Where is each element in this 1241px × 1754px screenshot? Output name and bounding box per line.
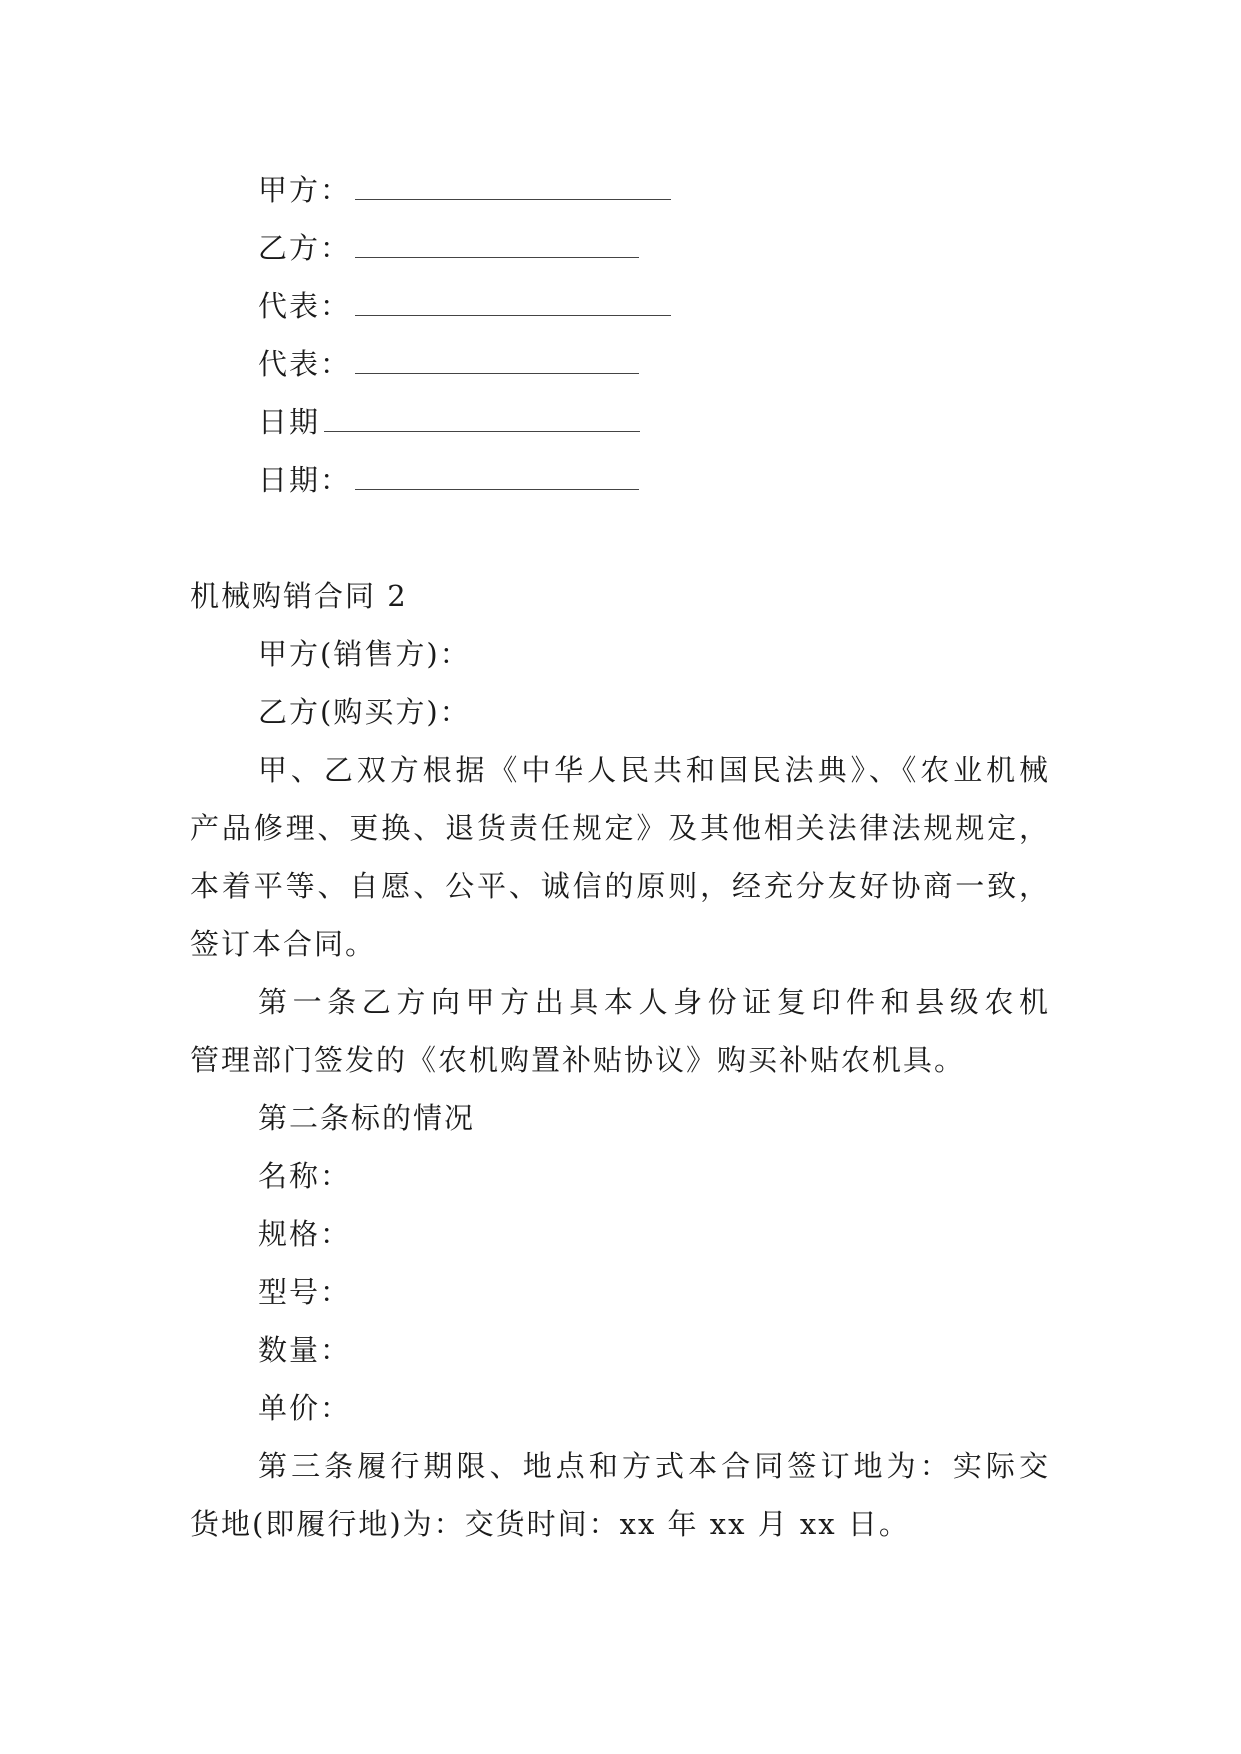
party-b-blank	[355, 233, 639, 258]
rep-b-signature-row	[258, 344, 639, 384]
field-model: 型号：	[258, 1275, 352, 1309]
rep-b-label: 代表：	[258, 347, 352, 381]
intro-line-4: 签订本合同。	[190, 927, 377, 961]
rep-b-blank	[355, 349, 639, 374]
rep-a-signature-row	[258, 286, 671, 326]
date-b-signature-row	[258, 460, 639, 500]
intro-line-3: 本着平等、自愿、公平、诚信的原则，经充分友好协商一致，	[190, 869, 1050, 903]
article1-line-2: 管理部门签发的《农机购置补贴协议》购买补贴农机具。	[190, 1043, 966, 1077]
field-name: 名称：	[258, 1159, 352, 1193]
rep-a-blank	[355, 291, 671, 316]
date-a-blank	[324, 407, 640, 432]
rep-a-label: 代表：	[258, 289, 352, 323]
seller-line: 甲方(销售方)：	[258, 637, 471, 671]
party-b-signature-row	[258, 228, 639, 268]
buyer-line: 乙方(购买方)：	[258, 695, 471, 729]
date-b-blank	[355, 465, 639, 490]
field-spec: 规格：	[258, 1217, 352, 1251]
party-a-signature-row	[258, 170, 671, 210]
article1-line-1: 第一条乙方向甲方出具本人身份证复印件和县级农机	[258, 985, 1050, 1019]
article2-title: 第二条标的情况	[258, 1101, 476, 1135]
article3-line-2: 货地(即履行地)为：交货时间：xx 年 xx 月 xx 日。	[190, 1507, 910, 1541]
intro-line-2: 产品修理、更换、退货责任规定》及其他相关法律法规规定，	[190, 811, 1050, 845]
party-a-blank	[355, 175, 671, 200]
party-b-label: 乙方：	[258, 231, 352, 265]
date-b-label: 日期：	[258, 463, 352, 497]
article3-line-1: 第三条履行期限、地点和方式本合同签订地为：实际交	[258, 1449, 1050, 1483]
intro-line-1: 甲、乙双方根据《中华人民共和国民法典》、《农业机械	[258, 753, 1050, 787]
party-a-label: 甲方：	[258, 173, 352, 207]
field-unit-price: 单价：	[258, 1391, 352, 1425]
contract-title: 机械购销合同 2	[190, 579, 408, 613]
field-quantity: 数量：	[258, 1333, 352, 1367]
date-a-signature-row	[258, 402, 640, 442]
date-a-label: 日期	[258, 405, 321, 439]
